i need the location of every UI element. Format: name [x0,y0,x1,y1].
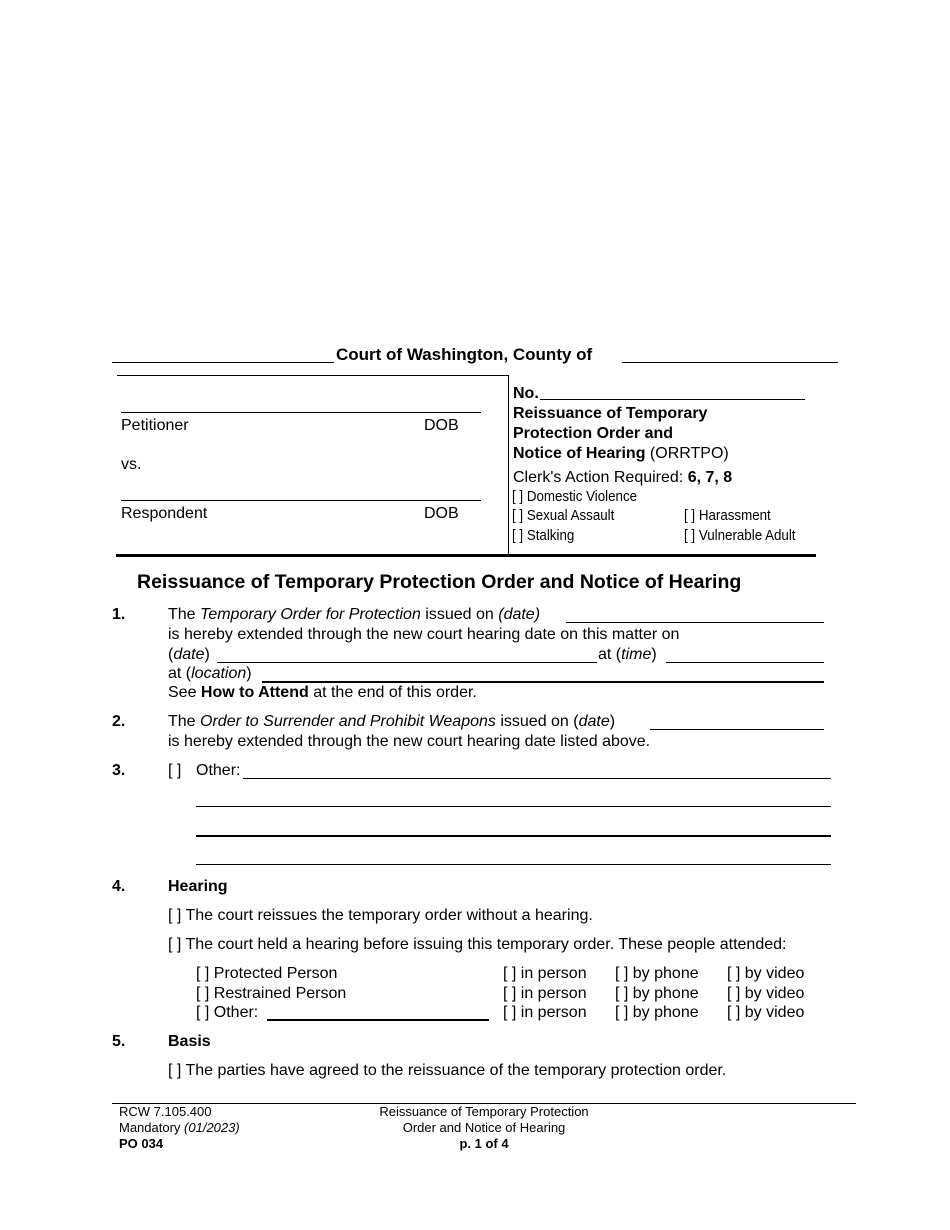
section-1-line-c [168,645,210,664]
petitioner-label: Petitioner [121,417,189,434]
s2-close: ) [609,713,616,730]
form-code: (ORRTPO) [649,445,729,462]
versus-label: vs. [121,456,142,473]
s4-other-person-field[interactable] [267,1019,489,1021]
footer-center-line2: Order and Notice of Hearing [402,1120,566,1135]
form-title-line1: Reissuance of Temporary [513,405,708,422]
s1-time-label: time [621,646,652,663]
case-type-harassment[interactable]: [ ] Harassment [684,508,771,524]
clerk-action-value: 6, 7, 8 [687,469,733,486]
s3-other-field-2[interactable] [196,806,831,807]
s1-a2-text: issued on [420,606,499,623]
case-type-sexual-assault[interactable]: [ ] Sexual Assault [512,508,615,524]
section-1-line-d [168,664,252,683]
petitioner-dob-label: DOB [424,417,459,434]
caption-top-border [117,375,508,376]
s4-protected-in-person[interactable]: [ ] in person [503,965,587,982]
s3-other-field-4[interactable] [196,864,831,865]
s3-other-label: Other: [196,762,241,779]
s1-at-time [598,645,657,664]
s4-protected-by-video[interactable]: [ ] by video [727,965,805,982]
caption-bottom-border [116,554,816,557]
section-1-number: 1. [112,606,126,623]
county-blank-right[interactable] [622,362,838,363]
section-3-number: 3. [112,762,126,779]
s4-restrained-by-phone[interactable]: [ ] by phone [615,985,699,1002]
respondent-name-field[interactable] [121,500,481,501]
document-title: Reissuance of Temporary Protection Order and Notice of Hearing [137,571,742,593]
form-title-line3 [513,444,729,463]
s4-restrained-by-video[interactable]: [ ] by video [727,985,805,1002]
clerk-action-label: Clerk's Action Required: [513,469,684,486]
s4-protected-person[interactable]: [ ] Protected Person [196,965,338,982]
section-1-line-a [168,605,540,624]
petitioner-name-field[interactable] [121,412,481,413]
s4-restrained-person[interactable]: [ ] Restrained Person [196,985,347,1002]
footer-page-number: p. 1 of 4 [459,1136,509,1151]
s1-location-label: location [191,665,247,682]
county-blank-left[interactable] [112,362,334,363]
s1-at-open: at ( [598,646,622,663]
section-4-number: 4. [112,878,126,895]
clerk-action [513,468,732,487]
s2-date-label: date [578,713,610,730]
s4-option-no-hearing[interactable]: [ ] The court reissues the temporary order without a hearing. [168,907,593,924]
case-number-field[interactable] [540,399,805,400]
footer-mandatory-date: (01/2023) [184,1120,240,1135]
s1-a-text: The [168,606,201,623]
s1-end: at the end of this order. [308,684,477,701]
section-2-number: 2. [112,713,126,730]
s4-restrained-in-person[interactable]: [ ] in person [503,985,587,1002]
s3-other-field-3[interactable] [196,835,831,837]
respondent-label: Respondent [121,505,208,522]
s1-d-open: at ( [168,665,192,682]
section-4-heading: Hearing [168,878,228,895]
s2-issued-date-field[interactable] [650,729,824,730]
s5-option-agreed[interactable]: [ ] The parties have agreed to the reissuance of the temporary protection order. [168,1062,727,1079]
section-5-heading: Basis [168,1033,211,1050]
s1-c-close: ) [204,646,210,663]
s1-issued-date-field[interactable] [566,622,824,623]
s4-other-by-video[interactable]: [ ] by video [727,1004,805,1021]
s1-hearing-time-field[interactable] [666,662,824,663]
s1-see: See [168,684,201,701]
footer-mandatory-label: Mandatory [119,1120,185,1135]
s2-a: The [168,713,201,730]
s1-c-open: ( [168,646,174,663]
respondent-dob-label: DOB [424,505,459,522]
section-1-line-b: is hereby extended through the new court hearing date on this matter on [168,626,680,643]
caption-divider [508,375,509,555]
s2-a2: issued on ( [495,713,579,730]
footer-mandatory [119,1120,240,1136]
s4-other-by-phone[interactable]: [ ] by phone [615,1004,699,1021]
form-title-notice: Notice of Hearing [513,445,646,462]
footer-rcw: RCW 7.105.400 [119,1104,212,1119]
s2-order-name: Order to Surrender and Prohibit Weapons [200,713,496,730]
s1-hearing-date-field[interactable] [217,662,597,663]
section-2-line-a [168,712,615,731]
s4-option-held-hearing[interactable]: [ ] The court held a hearing before issuing this temporary order. These people attended: [168,936,787,953]
s1-d-close: ) [246,665,252,682]
case-type-stalking[interactable]: [ ] Stalking [512,528,575,544]
section-2-line-b: is hereby extended through the new court hearing date listed above. [168,733,651,750]
s1-a-italic: Temporary Order for Protection [200,606,421,623]
s1-how-to-attend: How to Attend [200,684,309,701]
s3-checkbox[interactable]: [ ] [168,762,182,779]
s1-c-date: date [173,646,205,663]
section-1-line-e [168,683,477,702]
footer-form-number: PO 034 [119,1136,164,1151]
s4-protected-by-phone[interactable]: [ ] by phone [615,965,699,982]
s1-date-label: (date) [498,606,541,623]
section-5-number: 5. [112,1033,126,1050]
court-heading: Court of Washington, County of [336,345,593,364]
footer-center-line1: Reissuance of Temporary Protection [379,1104,589,1119]
s1-at-close: ) [651,646,657,663]
s3-other-field-1[interactable] [243,778,831,779]
case-type-dv[interactable]: [ ] Domestic Violence [512,489,638,505]
form-title-line2: Protection Order and [513,425,674,442]
s4-other-person[interactable]: [ ] Other: [196,1004,259,1021]
s4-other-in-person[interactable]: [ ] in person [503,1004,587,1021]
case-number-label: No. [513,385,539,402]
case-type-vulnerable-adult[interactable]: [ ] Vulnerable Adult [684,528,796,544]
